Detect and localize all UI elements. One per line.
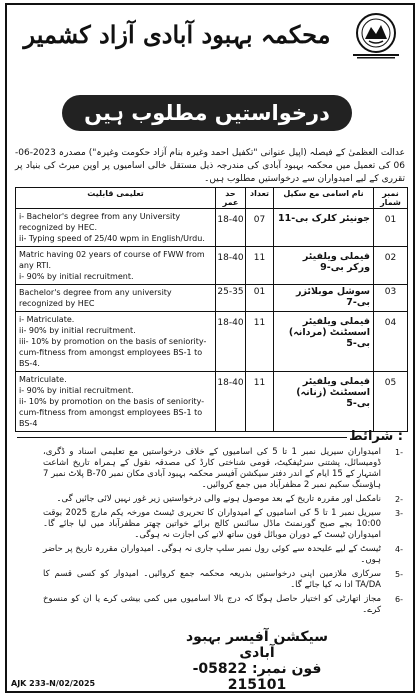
condition-number: -6: [395, 595, 403, 604]
table-row: [16, 312, 408, 372]
condition-number: -2: [395, 495, 403, 504]
condition-item: [17, 594, 403, 616]
age-cell: 18-40: [216, 209, 246, 247]
ajk-government-emblem-icon: [347, 11, 405, 61]
condition-number: -1: [395, 448, 403, 457]
qualification-cell: [16, 285, 216, 312]
table-row: [16, 372, 408, 432]
post-cell: فیملی ویلفیئر ورکر بی-9: [274, 247, 374, 285]
conditions-heading: : شرائط: [349, 429, 403, 444]
qualification-cell: [16, 312, 216, 372]
phone-label: فون نمبر:: [251, 661, 322, 677]
sr-cell: 03: [374, 285, 408, 312]
header: [13, 11, 407, 61]
qualification-cell: [16, 247, 216, 285]
qualification-line: ii- 10% by promotion on the basis of seniority-cum-fitness from amongst employees BS-1 to BS-4: [19, 397, 205, 428]
condition-number: -4: [395, 545, 403, 554]
count-cell: 01: [246, 285, 274, 312]
wanted-banner: درخواستیں مطلوب ہیں: [62, 95, 352, 131]
vacancies-table: [15, 187, 408, 432]
qualification-line: i- Matriculate.: [19, 315, 75, 324]
header-post: نام اسامی مع سکیل: [274, 188, 374, 209]
condition-item: [17, 494, 403, 505]
table-row: [16, 285, 408, 312]
count-cell: 11: [246, 372, 274, 432]
qualification-line: Matriculate.: [19, 375, 67, 384]
age-cell: 18-40: [216, 312, 246, 372]
advert-reference: AJK 233-N/02/2025: [11, 679, 96, 688]
condition-text: سیریل نمبر 1 تا 5 کی اسامیوں کے امیدواران کا تحریری ٹیسٹ مورخہ یکم مارچ 2025 بوقت 10:00 بجے صبح گورنمنٹ ماڈل سائنس کالج برائے خواتین چھتر مظفرآباد میں لیا جائے گا۔ امیدواران ٹیسٹ کے دوران موبائل فون ساتھ لانے کی اجازت نہ ہوگی۔: [43, 508, 381, 540]
qualification-line: iii- 10% by promotion on the basis of seniority-cum-fitness from amongst employees BS-1 to BS-4.: [19, 337, 207, 368]
condition-item: [17, 447, 403, 491]
sr-cell: 01: [374, 209, 408, 247]
qualification-line: i- Bachelor's degree from any University recognized by HEC.: [19, 212, 181, 232]
count-cell: 11: [246, 247, 274, 285]
post-cell: فیملی ویلفیئر اسسٹنٹ (مردانہ) بی-5: [274, 312, 374, 372]
post-cell: جونیئر کلرک بی-11: [274, 209, 374, 247]
phone-number: 05822-215101: [192, 661, 287, 693]
department-title: محکمہ بہبود آبادی آزاد کشمیر: [23, 20, 331, 49]
condition-item: [17, 544, 403, 566]
qualification-line: ii- 90% by initial recruitment.: [19, 326, 136, 335]
condition-item: [17, 508, 403, 541]
conditions-divider: [17, 437, 347, 438]
table-header-row: [16, 188, 408, 209]
header-qualification: تعلیمی قابلیت: [16, 188, 216, 209]
condition-item: [17, 569, 403, 591]
condition-text: سرکاری ملازمین اپنی درخواستیں بذریعہ محکمہ جمع کروائیں۔ امیدوار کو کسی قسم کا TA/DA ادا نہ کیا جائے گا۔: [43, 569, 381, 590]
table-row: [16, 209, 408, 247]
conditions-list: [17, 447, 403, 619]
age-cell: 25-35: [216, 285, 246, 312]
condition-number: -5: [395, 570, 403, 579]
condition-text: مجاز اتھارٹی کو اختیار حاصل ہوگا کہ درج بالا اسامیوں میں کمی بیشی کرے یا ان کو منسوخ کرے۔: [43, 594, 381, 615]
qualification-line: Bachelor's degree from any university recognized by HEC: [19, 288, 172, 308]
age-cell: 18-40: [216, 372, 246, 432]
intro-paragraph: عدالت العظمیٰ کے فیصلہ (اپیل عنوانی "تکفیل احمد وغیرہ بنام آزاد حکومت وغیرہ") مصدرہ 2023-06-06 کی تعمیل میں محکمہ بہبود آبادی کی مندرجہ ذیل مستقل خالی اسامیوں پر اوپن میرٹ کی بنیاد پر تقرری کے لیے امیدواران سے درخواستیں مطلوب ہیں۔: [15, 148, 405, 184]
qualification-line: i- 90% by initial recruitment.: [19, 386, 134, 395]
condition-text: نامکمل اور مقررہ تاریخ کے بعد موصول ہونے والی درخواستیں زیر غور نہیں لائی جائیں گی۔: [56, 494, 381, 504]
qualification-line: ii- Typing speed of 25/40 wpm in English/Urdu.: [19, 234, 205, 243]
post-cell: سوشل موبلائزر بی-7: [274, 285, 374, 312]
header-sr: نمبر شمار: [374, 188, 408, 209]
advertisement-page: [5, 3, 415, 693]
sr-cell: 02: [374, 247, 408, 285]
table-row: [16, 247, 408, 285]
condition-text: امیدواران سیریل نمبر 1 تا 5 کی اسامیوں کے خلاف درخواستیں مع تعلیمی اسناد و ڈگری، ڈومیسائل، پشتنی سرٹیفکیٹ، قومی شناختی کارڈ کی مصدقہ نقول کے ہمراہ تاریخ اشاعت اشتہار کے 15 ایام کے اندر دفتر سیکشن آفیسر محکمہ بہبود آبادی مکان نمبر 70-B پلاٹ نمبر 7 ہاؤسنگ سکیم نمبر 2 مظفرآباد میں جمع کروائیں۔: [43, 447, 382, 490]
sr-cell: 05: [374, 372, 408, 432]
qualification-line: i- 90% by initial recruitment.: [19, 272, 134, 281]
age-cell: 18-40: [216, 247, 246, 285]
qualification-line: Matric having 02 years of course of FWW from any RTI.: [19, 250, 205, 270]
post-cell: فیملی ویلفیئر اسسٹنٹ (زنانہ) بی-5: [274, 372, 374, 432]
condition-text: ٹیسٹ کے لیے علیحدہ سے کوئی رول نمبر سلپ جاری نہ ہوگی۔ امیدواران مقررہ تاریخ پر حاضر ہوں۔: [43, 544, 381, 565]
phone-line: [167, 661, 347, 693]
header-age: حد عمر: [216, 188, 246, 209]
qualification-cell: [16, 372, 216, 432]
condition-number: -3: [395, 509, 403, 518]
count-cell: 07: [246, 209, 274, 247]
sr-cell: 04: [374, 312, 408, 372]
header-count: تعداد: [246, 188, 274, 209]
signatory-title: سیکشن آفیسر بہبود آبادی: [186, 629, 328, 661]
qualification-cell: [16, 209, 216, 247]
count-cell: 11: [246, 312, 274, 372]
